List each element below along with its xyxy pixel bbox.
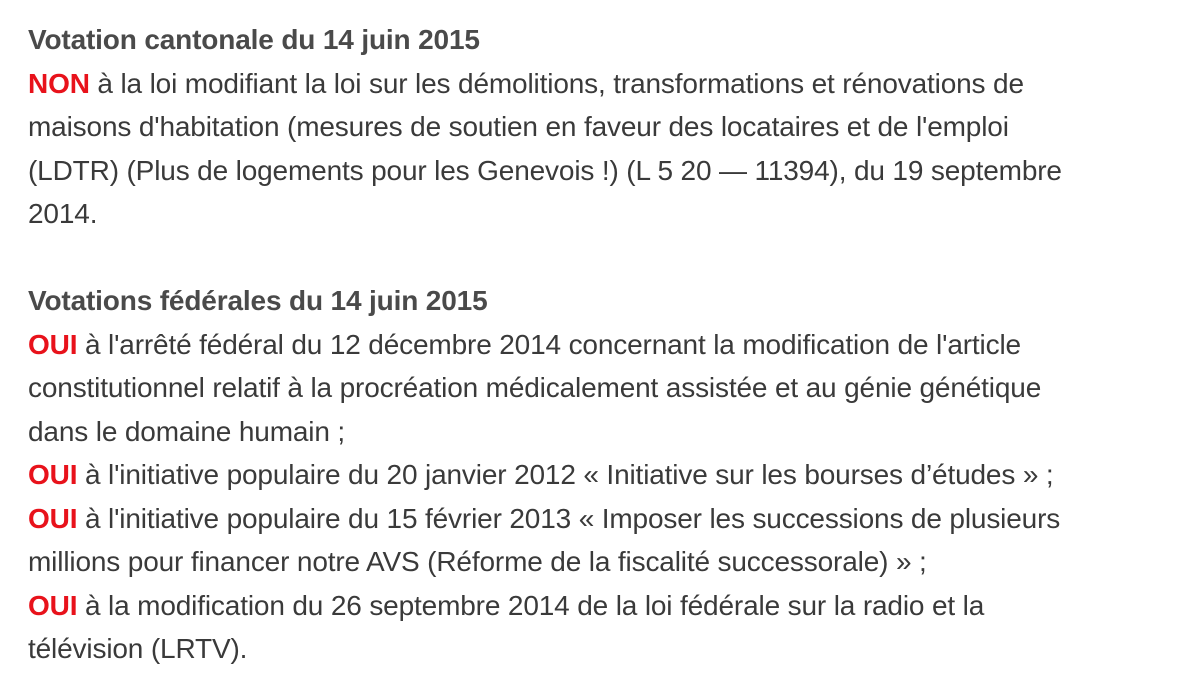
item-line <box>28 323 1168 367</box>
item-text: à la modification du 26 septembre 2014 de la loi fédérale sur la radio et la <box>77 589 985 621</box>
section-spacer <box>28 236 1168 280</box>
vote-yes-badge: OUI <box>28 502 78 534</box>
vote-yes-badge: OUI <box>28 589 78 621</box>
federal-section <box>28 279 1168 671</box>
vote-no-badge: NON <box>28 67 90 99</box>
item-line: dans le domaine humain ; <box>28 415 346 447</box>
vote-yes-badge: OUI <box>28 459 78 490</box>
cantonal-section <box>28 18 1168 236</box>
federal-item <box>28 453 1168 497</box>
item-line: maisons d'habitation (mesures de soutien en faveur des locataires et de l'emploi <box>28 111 1009 142</box>
federal-item <box>28 497 1168 584</box>
item-line: télévision (LRTV). <box>28 633 248 664</box>
cantonal-heading: Votation cantonale du 14 juin 2015 <box>28 24 480 55</box>
item-line: (LDTR) (Plus de logements pour les Genevois !) (L 5 20 — 11394), du 19 septembre <box>28 154 1062 186</box>
item-text: à l'initiative populaire du 20 janvier 2012 « Initiative sur les bourses d’études » ; <box>77 459 1054 490</box>
item-line <box>28 584 1168 628</box>
vote-yes-badge: OUI <box>28 328 78 360</box>
item-line <box>28 497 1168 541</box>
federal-item <box>28 323 1168 454</box>
voting-recommendations <box>28 18 1168 671</box>
item-text: à la loi modifiant la loi sur les démolitions, transformations et rénovations de <box>89 67 1024 99</box>
item-line: constitutionnel relatif à la procréation médicalement assistée et au génie génétique <box>28 372 1042 403</box>
item-line <box>28 62 1168 106</box>
item-text: à l'arrêté fédéral du 12 décembre 2014 concernant la modification de l'article <box>77 328 1021 360</box>
item-line: 2014. <box>28 198 98 229</box>
federal-item <box>28 584 1168 671</box>
item-line: millions pour financer notre AVS (Réforme de la fiscalité successorale) » ; <box>28 546 927 577</box>
item-line <box>28 453 1168 497</box>
cantonal-item <box>28 62 1168 236</box>
federal-heading: Votations fédérales du 14 juin 2015 <box>28 285 488 316</box>
item-text: à l'initiative populaire du 15 février 2013 « Imposer les successions de plusieurs <box>77 502 1061 534</box>
